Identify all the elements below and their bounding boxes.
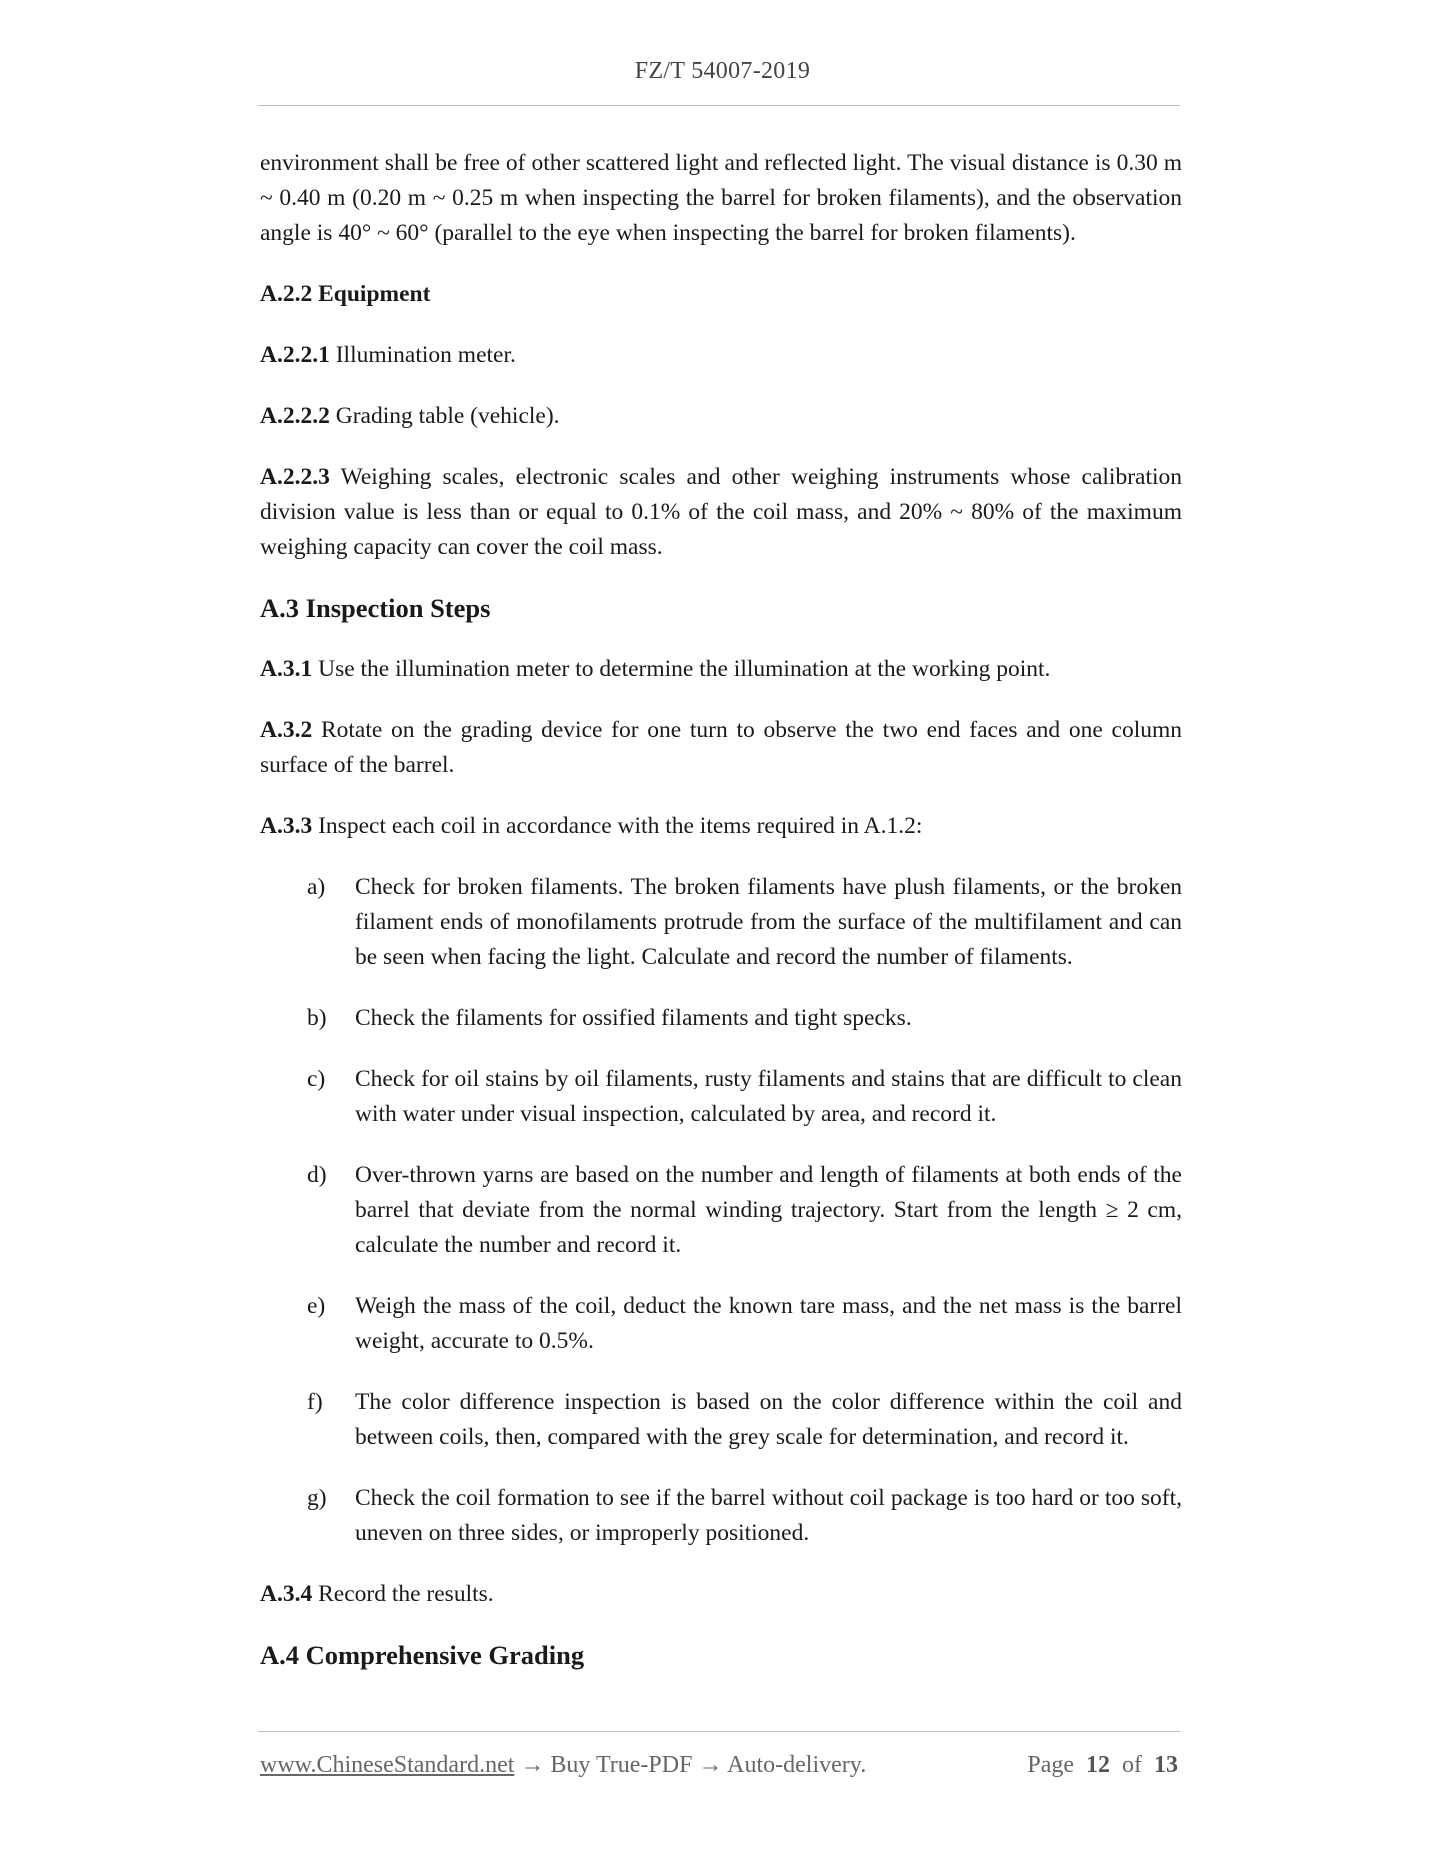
clause-number: A.2.2.2 xyxy=(260,403,330,429)
section-a3-heading: A.3 Inspection Steps xyxy=(260,593,491,623)
clause-number: A.3.1 xyxy=(260,656,313,682)
page-number: Page 12 of 13 xyxy=(1027,1752,1178,1778)
current-page: 12 xyxy=(1086,1752,1110,1778)
clause-a32: A.3.2 Rotate on the grading device for one turn to observe the two end faces and one column surface of the barrel. xyxy=(260,717,1182,778)
list-item: d) Over-thrown yarns are based on the number and length of filaments at both ends of the barrel that deviate from the normal winding trajectory. Start from the length ≥ 2 cm, calculate the number and record it. xyxy=(307,1162,1182,1258)
clause-number: A.2.2.3 xyxy=(260,464,330,490)
list-item: f) The color difference inspection is based on the color difference within the coil and between coils, then, compared with the grey scale for determination, and record it. xyxy=(307,1389,1182,1450)
clause-number: A.3.3 xyxy=(260,813,313,839)
clause-number: A.3.4 xyxy=(260,1581,313,1607)
clause-a33: A.3.3 Inspect each coil in accordance with the items required in A.1.2: xyxy=(260,813,923,839)
list-item: g) Check the coil formation to see if the barrel without coil package is too hard or too soft, uneven on three sides, or improperly positioned. xyxy=(307,1485,1182,1546)
list-item: a) Check for broken filaments. The broken filaments have plush filaments, or the broken filament ends of monofilaments protrude from the surface of the multifilament and can be seen when facing the light. Calculate and record the number of filaments. xyxy=(307,874,1182,970)
list-item: e) Weigh the mass of the coil, deduct the known tare mass, and the net mass is the barrel weight, accurate to 0.5%. xyxy=(307,1293,1182,1354)
list-item: b) Check the filaments for ossified filaments and tight specks. xyxy=(307,1005,912,1031)
clause-a221: A.2.2.1 Illumination meter. xyxy=(260,342,516,368)
total-pages: 13 xyxy=(1154,1752,1178,1778)
clause-number: A.3.2 xyxy=(260,717,313,743)
footer-divider xyxy=(258,1731,1180,1732)
footer-links xyxy=(260,1752,866,1779)
arrow-right-icon: → xyxy=(698,1752,723,1778)
section-a22-heading: A.2.2 Equipment xyxy=(260,281,431,307)
page-body xyxy=(260,146,1182,1699)
buy-pdf-text: Buy True-PDF xyxy=(550,1752,693,1778)
clause-a222: A.2.2.2 Grading table (vehicle). xyxy=(260,403,560,429)
intro-paragraph: environment shall be free of other scattered light and reflected light. The visual distance is 0.30 m ~ 0.40 m (0.20 m ~ 0.25 m when inspecting the barrel for broken filaments), and the observation angle is 40° ~ 60° (parallel to the eye when inspecting the barrel for broken filaments). xyxy=(260,150,1182,246)
arrow-right-icon: → xyxy=(520,1752,545,1778)
auto-delivery-text: Auto-delivery. xyxy=(727,1752,867,1778)
clause-a31: A.3.1 Use the illumination meter to determine the illumination at the working point. xyxy=(260,656,1051,682)
list-item: c) Check for oil stains by oil filaments, rusty filaments and stains that are difficult to clean with water under visual inspection, calculated by area, and record it. xyxy=(307,1066,1182,1127)
clause-a223: A.2.2.3 Weighing scales, electronic scales and other weighing instruments whose calibration division value is less than or equal to 0.1% of the coil mass, and 20% ~ 80% of the maximum weighing capacity can cover the coil mass. xyxy=(260,464,1183,560)
document-id-header: FZ/T 54007-2019 xyxy=(634,58,811,84)
header-divider xyxy=(258,105,1180,106)
section-a4-heading: A.4 Comprehensive Grading xyxy=(260,1640,585,1670)
clause-number: A.2.2.1 xyxy=(260,342,330,368)
clause-a34: A.3.4 Record the results. xyxy=(260,1581,494,1607)
website-link[interactable]: www.ChineseStandard.net xyxy=(260,1752,515,1778)
